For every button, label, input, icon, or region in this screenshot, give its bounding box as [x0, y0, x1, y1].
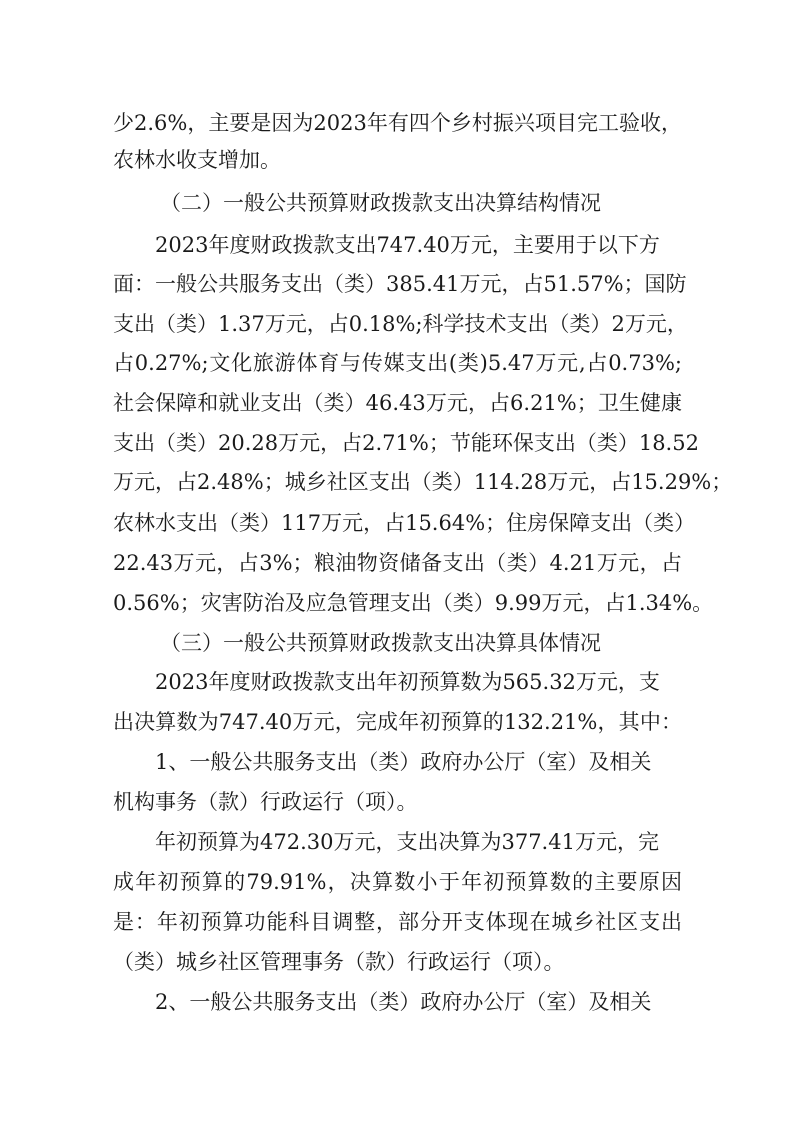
paragraph-line: 面：一般公共服务支出（类）385.41万元，占51.57%；国防 [113, 272, 687, 296]
paragraph-line: 少2.6%，主要是因为2023年有四个乡村振兴项目完工验收， [113, 111, 682, 135]
paragraph-line: 农林水支出（类）117万元，占15.64%；住房保障支出（类） [113, 511, 696, 535]
paragraph-line: （类）城乡社区管理事务（款）行政运行（项）。 [113, 950, 565, 974]
section-heading: （三）一般公共预算财政拨款支出决算具体情况 [160, 631, 601, 655]
paragraph-line: 出决算数为747.40万元，完成年初预算的132.21%，其中： [113, 710, 682, 734]
paragraph-line: 支出（类）20.28万元，占2.71%；节能环保支出（类）18.52 [113, 431, 699, 455]
paragraph-line: 22.43万元，占3%；粮油物资储备支出（类）4.21万元，占 [113, 551, 682, 575]
paragraph-line: 0.56%；灾害防治及应急管理支出（类）9.99万元，占1.34%。 [113, 591, 714, 615]
paragraph-line: 2023年度财政拨款支出年初预算数为565.32万元，支 [155, 670, 660, 694]
paragraph-line: 社会保障和就业支出（类）46.43万元，占6.21%；卫生健康 [113, 391, 682, 415]
paragraph-line: 年初预算为472.30万元，支出决算为377.41万元，完 [155, 830, 659, 854]
paragraph-line: 2、一般公共服务支出（类）政府办公厅（室）及相关 [155, 990, 652, 1014]
paragraph-line: 1、一般公共服务支出（类）政府办公厅（室）及相关 [155, 750, 652, 774]
paragraph-line: 农林水收支增加。 [113, 148, 281, 172]
paragraph-line: 是：年初预算功能科目调整，部分开支体现在城乡社区支出 [113, 910, 682, 934]
section-heading: （二）一般公共预算财政拨款支出决算结构情况 [160, 191, 601, 215]
paragraph-line: 机构事务（款）行政运行（项）。 [113, 790, 418, 814]
paragraph-line: 支出（类）1.37万元，占0.18%;科学技术支出（类）2万元， [113, 312, 688, 336]
paragraph-line: 成年初预算的79.91%，决算数小于年初预算数的主要原因 [113, 870, 682, 894]
paragraph-line: 2023年度财政拨款支出747.40万元，主要用于以下方 [155, 233, 660, 257]
paragraph-line: 万元，占2.48%；城乡社区支出（类）114.28万元，占15.29%； [113, 470, 733, 494]
paragraph-line: 占0.27%;文化旅游体育与传媒支出(类)5.47万元,占0.73%; [113, 351, 682, 375]
